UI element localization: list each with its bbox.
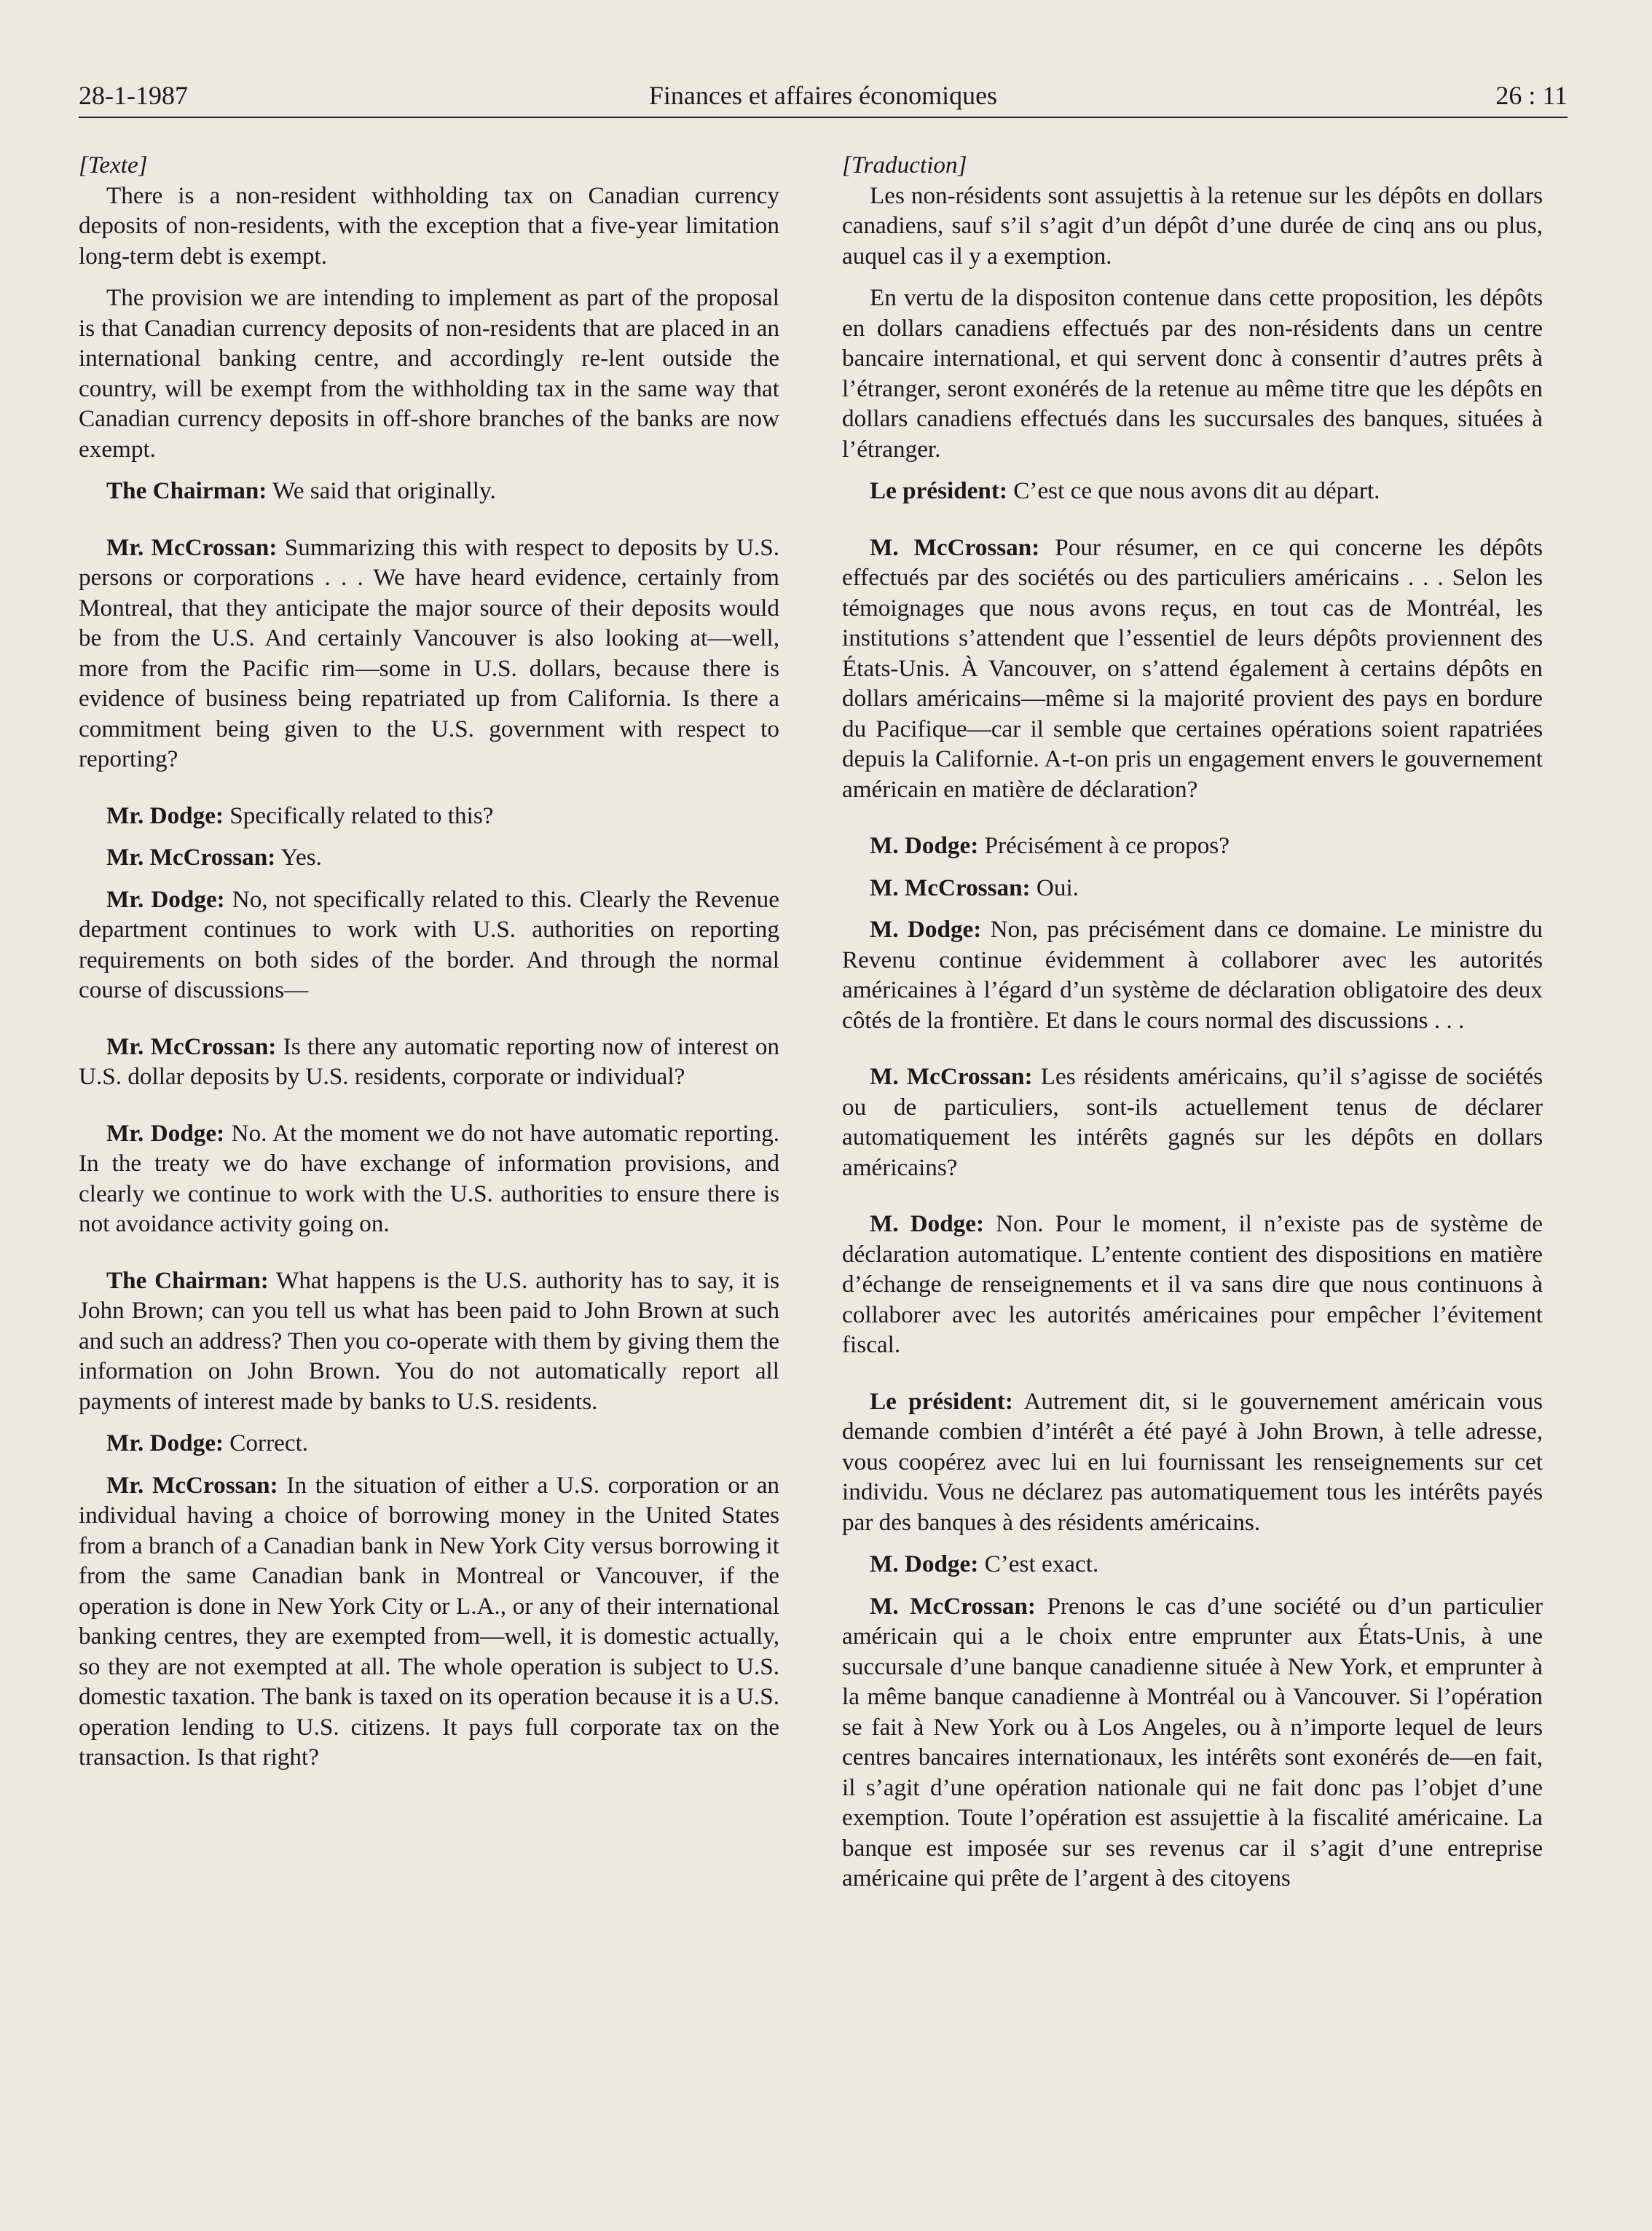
speaker-name: The Chairman: [106,477,267,504]
paragraph [79,1032,779,1092]
paragraph [842,476,1543,506]
paragraph-text: We said that originally. [272,477,496,504]
paragraph [842,181,1543,272]
paragraph-text: Pour résumer, en ce qui concerne les dépôts effectués par des sociétés ou des particuliers américains . . . Selon les témoignages que nous avons reçus, en tout cas de Montréal, les institutions s’attendent que l’essentiel de leurs dépôts proviennent des États-Unis. À Vancouver, on s’attend également à certains dépôts en dollars américains—même si la majorité provient des pays en bordure du Pacifique—car il semble que certaines opérations soient rapatriées depuis la Californie. A-t-on pris un engagement envers le gouvernement américain en matière de déclaration? [842,533,1543,803]
header-page-number: 26 : 11 [1495,81,1568,110]
paragraph [79,1428,779,1459]
speaker-name: M. McCrossan: [870,1592,1036,1620]
paragraph [842,283,1543,464]
paragraph-text: Prenons le cas d’une société ou d’un particulier américain qui a le choix entre emprunter aux États-Unis, à une succursale d’une banque canadienne située à New York, et emprunter à la même banque canadienne à Montréal ou à Vancouver. Si l’opération se fait à New York ou à Los Angeles, ou à n’importe lequel de leurs centres bancaires internationaux, les intérêts sont exonérés de—en fait, il s’agit d’une opération nationale qui ne fait donc pas l’objet d’une exemption. Toute l’opération est assujettie à la fiscalité américaine. La banque est imposée sur ses revenus car il s’agit d’une entreprise américaine qui prête de l’argent à des citoyens [842,1592,1543,1891]
speaker-name: M. McCrossan: [870,1063,1033,1090]
paragraph [842,914,1543,1035]
paragraph [842,1209,1543,1360]
paragraph [79,885,779,1005]
paragraph-text: Les résidents américains, qu’il s’agisse de sociétés ou de particuliers, sont-ils actuellement tenus de déclarer automatiquement les intérêts gagnés sur les dépôts en dollars américains? [842,1063,1543,1181]
french-column [842,150,1543,1905]
speaker-name: Mr. Dodge: [106,1119,225,1147]
speaker-name: Mr. Dodge: [106,1430,224,1456]
section-label: [Texte] [79,152,148,179]
paragraph-text: Yes. [280,844,322,871]
paragraph-text: C’est ce que nous avons dit au départ. [1013,477,1380,504]
paragraph-text: Specifically related to this? [229,801,494,829]
speaker-name: M. Dodge: [870,916,982,943]
paragraph [79,842,779,873]
paragraph-text: Non. Pour le moment, il n’existe pas de système de déclaration automatique. L’entente contient des dispositions en matière d’échange de renseignements et il va sans dire que nous continuons à collaborer avec les autorités américaines pour empêcher l’évitement fiscal. [842,1210,1543,1358]
paragraph-text: In the situation of either a U.S. corporation or an individual having a choice of borrowing money in the United States from a branch of a Canadian bank in New York City versus borrowing it from the same Canadian bank in Montreal or Vancouver, if the operation is done in New York City or L.A., or any of their international banking centres, they are exempted from—well, it is domestic actually, so they are not exempted at all. The whole operation is subject to U.S. domestic taxation. The bank is taxed on its operation because it is a U.S. operation lending to U.S. citizens. It pays full corporate tax on the transaction. Is that right? [79,1471,780,1771]
paragraph [842,831,1543,861]
header-date: 28-1-1987 [79,81,188,110]
paragraph [842,1387,1543,1538]
paragraph-text: There is a non-resident withholding tax on Canadian currency deposits of non-residents, with the exception that a five-year limitation long-term debt is exempt. [79,181,779,270]
paragraph [842,1591,1543,1894]
speaker-name: Le président: [870,477,1007,504]
running-header [79,76,1568,118]
speaker-name: Mr. McCrossan: [106,844,276,871]
paragraph-text: No. At the moment we do not have automatic reporting. In the treaty we do have exchange of information provisions, and clearly we continue to work with the U.S. authorities to ensure there is not avoidance activity going on. [79,1119,779,1237]
speaker-name: Le président: [870,1387,1013,1415]
speaker-name: Mr. McCrossan: [106,1032,277,1060]
speaker-name: Mr. McCrossan: [106,1471,278,1499]
paragraph [79,181,779,272]
paragraph [842,533,1543,805]
paragraph-text: C’est exact. [984,1550,1099,1577]
paragraph-text: No, not specifically related to this. Clearly the Revenue department continues to work with U.S. authorities on reporting requirements on both sides of the border. And through the normal course of discussions— [79,885,780,1003]
paragraph [79,1266,779,1417]
paragraph-text: En vertu de la dispositon contenue dans cette proposition, les dépôts en dollars canadiens effectués par des non-résidents dans un centre bancaire international, et qui servent donc à consentir d’autres prêts à l’étranger, seront exonérés de la retenue au même titre que les dépôts en dollars canadiens effectués dans les succursales des banques, situées à l’étranger. [842,284,1543,463]
speaker-name: Mr. McCrossan: [106,533,278,561]
speaker-name: Mr. Dodge: [106,885,225,913]
paragraph [79,283,779,464]
paragraph [842,1549,1543,1580]
paragraph [79,1118,779,1239]
paragraph [79,533,779,775]
paragraph-text: Non, pas précisément dans ce domaine. Le ministre du Revenu continue évidemment à collaborer avec les autorités américaines à l’égard d’un système de déclaration obligatoire des deux côtés de la frontière. Et dans le cours normal des discussions . . . [842,916,1543,1034]
paragraph-text: Summarizing this with respect to deposits by U.S. persons or corporations . . . We have heard evidence, certainly from Montreal, that they anticipate the major source of their deposits would be from the U.S. And certainly Vancouver is also looking at—well, more from the Pacific rim—some in U.S. dollars, because there is evidence of business being repatriated up from California. Is there a commitment being given to the U.S. government with respect to reporting? [79,533,779,772]
section-label: [Traduction] [842,152,967,179]
paragraph-text: Correct. [229,1430,309,1456]
speaker-name: M. Dodge: [870,1210,985,1237]
speaker-name: M. Dodge: [870,1550,979,1577]
english-column [79,150,779,1784]
header-title: Finances et affaires économiques [648,81,998,110]
speaker-name: M. McCrossan: [870,533,1040,561]
paragraph [79,476,779,506]
paragraph-text: Précisément à ce propos? [984,832,1230,859]
paragraph [79,1470,779,1773]
speaker-name: The Chairman: [106,1266,269,1294]
paragraph [842,873,1543,903]
paragraph-text: The provision we are intending to implement as part of the proposal is that Canadian currency deposits of non-residents that are placed in an international banking centre, and accordingly re-lent outside the country, will be exempt from the withholding tax in the same way that Canadian currency deposits in off-shore branches of the banks are now exempt. [79,284,779,463]
paragraph-text: Is there any automatic reporting now of interest on U.S. dollar deposits by U.S. residents, corporate or individual? [79,1032,780,1090]
speaker-name: M. Dodge: [870,832,979,859]
paragraph [842,1062,1543,1183]
paragraph-text: What happens is the U.S. authority has to say, it is John Brown; can you tell us what has been paid to John Brown at such and such an address? Then you co-operate with them by giving them the information on John Brown. You do not automatically report all payments of interest made by banks to U.S. residents. [79,1266,779,1415]
speaker-name: M. McCrossan: [870,874,1031,901]
paragraph-text: Les non-résidents sont assujettis à la retenue sur les dépôts en dollars canadiens, sauf s’il s’agit d’un dépôt d’une durée de cinq ans ou plus, auquel cas il y a exemption. [842,181,1543,270]
speaker-name: Mr. Dodge: [106,801,224,829]
paragraph-text: Autrement dit, si le gouvernement américain vous demande combien d’intérêt a été payé à John Brown, à telle adresse, vous coopérez avec lui en lui fournissant les renseignements sur cet individu. Vous ne déclarez pas automatiquement tous les intérêts payés par des banques à des résidents américains. [842,1387,1543,1536]
paragraph-text: Oui. [1036,874,1079,901]
paragraph [79,801,779,831]
